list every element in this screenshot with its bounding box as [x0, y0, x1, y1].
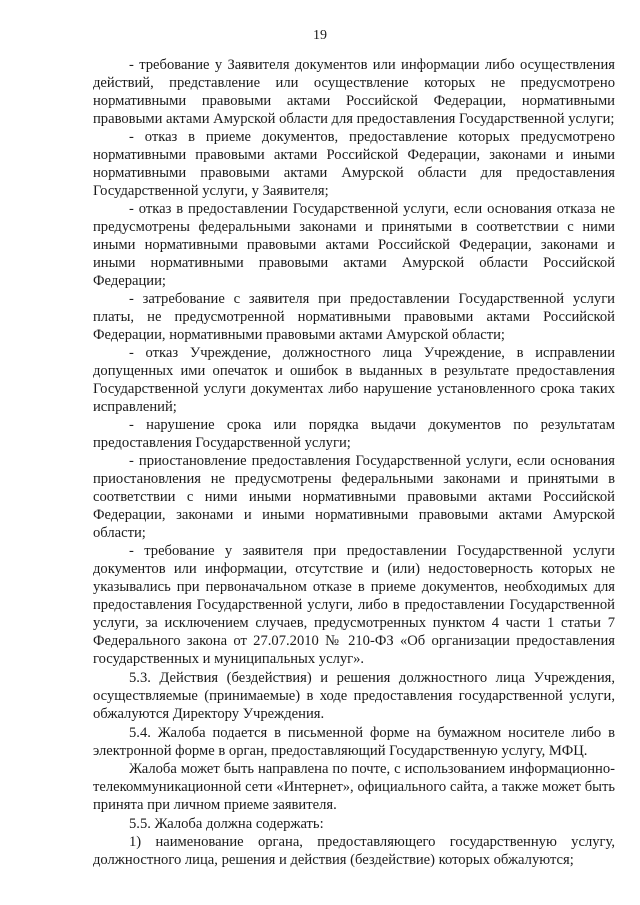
paragraph: - отказ в приеме документов, предоставление которых предусмотрено нормативными правовыми актами Российской Федерации, законами и иными нормативными правовыми актами Амурской области для предоставления Государственной услуги, у Заявителя; — [93, 129, 615, 199]
paragraph: - отказ в предоставлении Государственной услуги, если основания отказа не предусмотрены федеральными законами и принятыми в соответствии с ними иными нормативными правовыми актами Российской Федерации, законами и иными нормативными правовыми актами Амурской области Российской Федерации; — [93, 201, 615, 289]
paragraph: - затребование с заявителя при предоставлении Государственной услуги платы, не предусмотренной нормативными правовыми актами Российской Федерации, нормативными правовыми актами Амурской области; — [93, 291, 615, 343]
section-paragraph: 5.4. Жалоба подается в письменной форме на бумажном носителе либо в электронной форме в орган, предоставляющий Государственную услугу, МФЦ. — [93, 725, 615, 759]
paragraph: - нарушение срока или порядка выдачи документов по результатам предоставления Государственной услуги; — [93, 417, 615, 451]
paragraph: - приостановление предоставления Государственной услуги, если основания приостановления не предусмотрены федеральными законами и принятыми в соответствии с ними иными нормативными правовыми актами Российской Федерации, законами и иными нормативными правовыми актами Амурской области; — [93, 453, 615, 541]
page-number: 19 — [313, 28, 327, 43]
section-paragraph: 5.3. Действия (бездействия) и решения должностного лица Учреждения, осуществляемые (принимаемые) в ходе предоставления государственной услуги, обжалуются Директору Учреждения. — [93, 670, 615, 722]
section-paragraph: 5.5. Жалоба должна содержать: — [129, 816, 324, 832]
paragraph: - отказ Учреждение, должностного лица Учреждение, в исправлении допущенных ими опечаток и ошибок в выданных в результате предоставления Государственной услуги документах либо нарушение установленного срока таких исправлений; — [93, 345, 615, 415]
paragraph: 1) наименование органа, предоставляющего государственную услугу, должностного лица, решения и действия (бездействие) которых обжалуются; — [93, 834, 615, 868]
document-body — [93, 56, 615, 869]
paragraph: - требование у Заявителя документов или информации либо осуществления действий, представление или осуществление которых не предусмотрено нормативными правовыми актами Российской Федерации, нормативными правовыми актами Амурской области для предоставления Государственной услуги; — [93, 57, 615, 127]
paragraph: - требование у заявителя при предоставлении Государственной услуги документов или информации, отсутствие и (или) недостоверность которых не указывались при первоначальном отказе в приеме документов, необходимых для предоставления Государственной услуги, либо в предоставлении Государственной услуги, за исключением случаев, предусмотренных пунктом 4 части 1 статьи 7 Федерального закона от 27.07.2010 № 210-ФЗ «Об организации предоставления государственных и муниципальных услуг». — [93, 543, 615, 667]
paragraph: Жалоба может быть направлена по почте, с использованием информационно-телекоммуникационной сети «Интернет», официального сайта, а также может быть принята при личном приеме заявителя. — [93, 761, 615, 813]
